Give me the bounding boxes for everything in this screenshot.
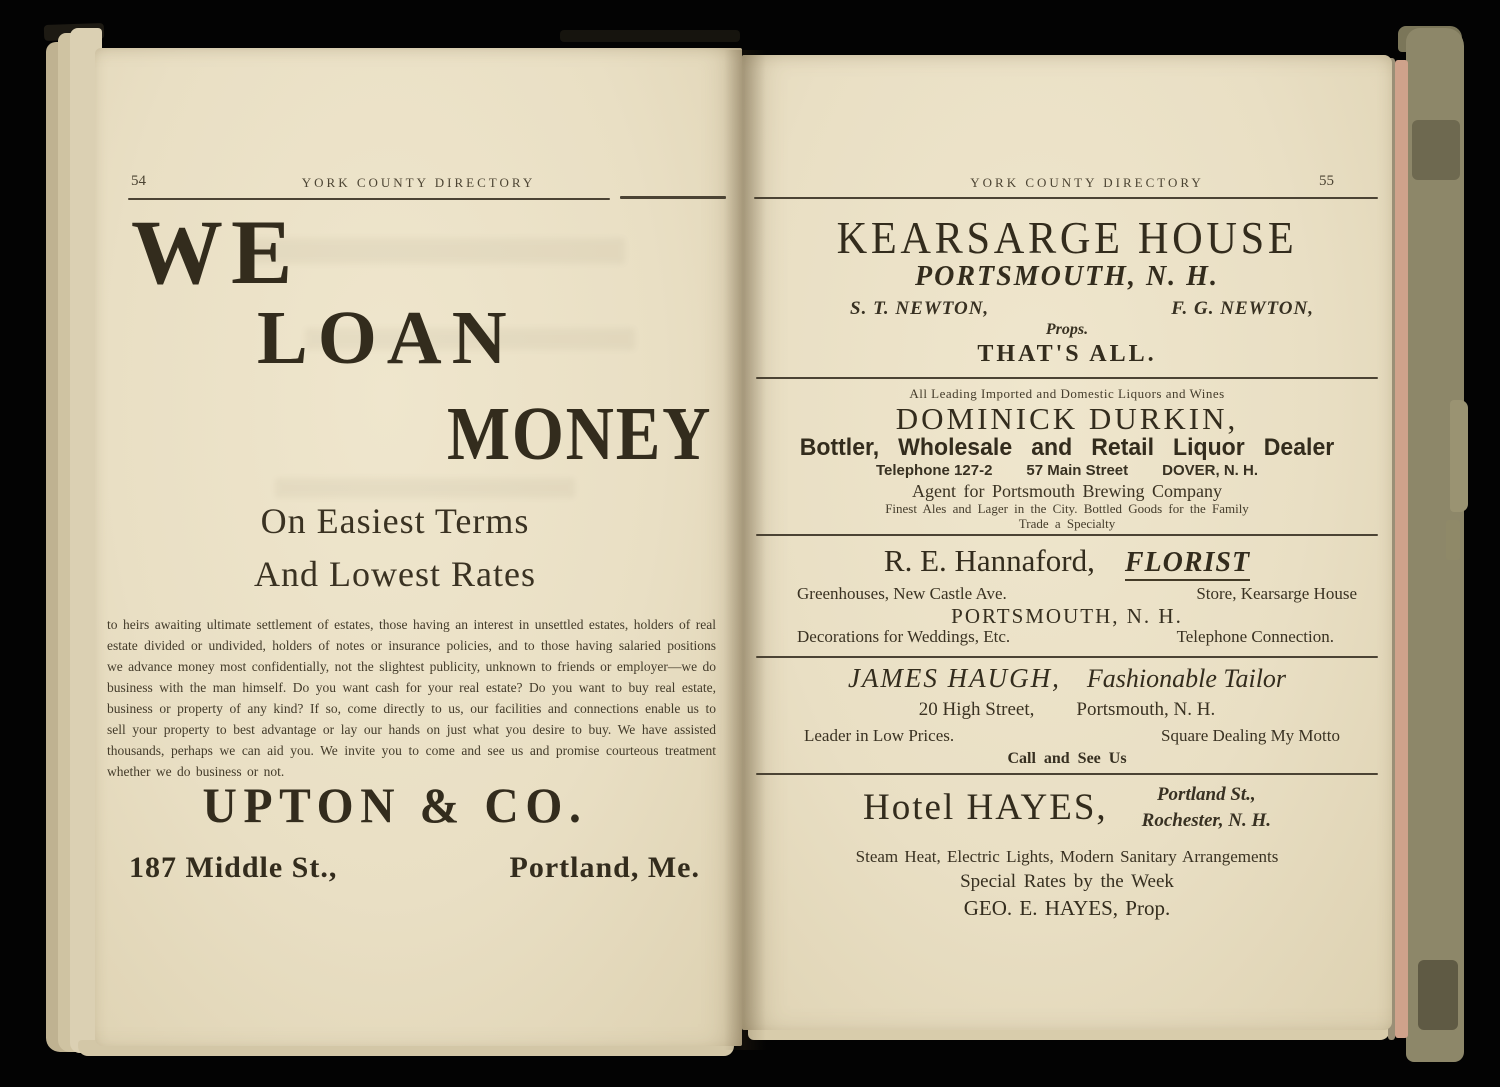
props-label: Props. — [1045, 321, 1089, 338]
city-address: Rochester, N. H. — [1141, 809, 1271, 831]
ad-haugh-title-row — [742, 663, 1392, 694]
ad-body-text: to heirs awaiting ultimate settlement of estates, those having an interest in unsettled estates, holders of real estate divided or undivided, holders of notes or insurance policies, and to those having salaried positions we advance money most confidentially, not the slightest publicity, unknown to friends or employer—we do business with the man himself. Do you want cash for your real estate? Do you want to buy real estate, business or property of any kind? If so, come directly to us, our facilities and connections enable us to sell your property to best advantage or lay our hands on just what you desire to buy. We have assisted thousands, perhaps we can aid you. We invite you to come and see us and promise courteous treatment whether we do business or not. — [107, 617, 716, 780]
agent-line: Agent for Portsmouth Brewing Company — [912, 481, 1222, 501]
motto-row — [804, 726, 1340, 746]
page-number: 55 — [1319, 173, 1334, 189]
ad-durkin-name: DOMINICK DURKIN, — [895, 401, 1239, 436]
header-rule-segment — [620, 196, 726, 199]
proprietor-left: S. T. NEWTON, — [850, 298, 990, 319]
book-gutter-shadow — [724, 50, 766, 1050]
street-address: 20 High Street, — [918, 699, 1035, 720]
ad-kearsarge-title: KEARSARGE HOUSE — [836, 212, 1298, 263]
header-rule — [754, 197, 1378, 199]
advertiser-name: UPTON & CO. — [202, 777, 588, 833]
locations-row — [797, 584, 1357, 604]
call-to-action: Call and See Us — [1007, 750, 1127, 767]
proprietors-row — [850, 298, 1314, 320]
city-address: Portsmouth, N. H. — [1076, 699, 1216, 720]
advertiser-role: FLORIST — [1125, 547, 1250, 581]
address-row — [742, 699, 1392, 721]
motto-left: Leader in Low Prices. — [804, 726, 955, 745]
header-rule — [128, 198, 610, 200]
amenities-line: Steam Heat, Electric Lights, Modern Sanitary Arrangements — [855, 847, 1279, 866]
note-line: Finest Ales and Lager in the City. Bottled Goods for the Family — [885, 501, 1249, 516]
city-address: DOVER, N. H. — [1162, 462, 1258, 479]
page-number: 54 — [131, 173, 146, 189]
proprietor-right: F. G. NEWTON, — [1171, 298, 1314, 319]
contact-row — [742, 462, 1392, 479]
street-address: 187 Middle St., — [129, 851, 338, 884]
ad-kearsarge-city: PORTSMOUTH, N. H. — [915, 261, 1219, 292]
show-through — [275, 478, 575, 498]
street-address: 57 Main Street — [1026, 462, 1129, 479]
telephone-text: Telephone Connection. — [1176, 627, 1334, 646]
running-header: YORK COUNTY DIRECTORY — [970, 175, 1204, 190]
advertiser-name — [863, 786, 1108, 829]
running-header: YORK COUNTY DIRECTORY — [301, 175, 536, 190]
section-rule — [756, 534, 1378, 536]
hotel-address — [1142, 782, 1271, 833]
page-54 — [95, 48, 742, 1046]
proprietor-line: GEO. E. HAYES, Prop. — [963, 896, 1171, 920]
show-through — [245, 238, 625, 264]
cover-torn-tab — [1450, 400, 1468, 512]
services-row — [797, 627, 1334, 647]
cover-worn-patch — [1418, 960, 1458, 1030]
advertiser-name: R. E. Hannaford, — [883, 543, 1095, 578]
section-rule — [756, 377, 1378, 379]
page-55 — [742, 55, 1392, 1030]
advertiser-role: Fashionable Tailor — [1086, 664, 1287, 693]
store-location: Store, Kearsarge House — [1196, 584, 1357, 603]
street-address: Portland St., — [1156, 784, 1256, 805]
page-top-edge-shadow — [560, 30, 740, 42]
ad-durkin-lead: All Leading Imported and Domestic Liquors and Wines — [909, 386, 1225, 401]
address-row — [129, 851, 700, 885]
ad-subline: And Lowest Rates — [254, 554, 536, 594]
ad-headline-loan: LOAN — [257, 296, 517, 380]
city-line: PORTSMOUTH, N. H. — [951, 604, 1183, 628]
services-text: Decorations for Weddings, Etc. — [797, 627, 1011, 646]
page-edge-pink-stain — [1395, 60, 1408, 1038]
motto-right: Square Dealing My Motto — [1161, 726, 1340, 745]
hotel-word: Hotel — [863, 787, 956, 829]
rates-line: Special Rates by the Week — [960, 871, 1174, 892]
hayes-word: HAYES, — [966, 787, 1108, 829]
section-rule — [756, 656, 1378, 658]
cover-torn-tab — [1446, 520, 1460, 560]
ad-headline-we: WE — [131, 201, 301, 303]
advertiser-name: JAMES HAUGH, — [847, 663, 1061, 693]
section-rule — [756, 773, 1378, 775]
note-line: Trade a Specialty — [1018, 516, 1116, 531]
ad-durkin-role: Bottler, Wholesale and Retail Liquor Dealer — [799, 434, 1335, 461]
cover-worn-patch — [1412, 120, 1460, 180]
ad-hannaford-title-row — [742, 543, 1392, 581]
telephone-number: Telephone 127-2 — [875, 462, 993, 479]
ad-headline-money: MONEY — [447, 392, 713, 476]
greenhouses-location: Greenhouses, New Castle Ave. — [797, 584, 1007, 603]
ad-subline: On Easiest Terms — [260, 501, 530, 541]
ad-hayes-title-row — [742, 782, 1392, 833]
city-address: Portland, Me. — [509, 851, 700, 884]
ad-kearsarge-tagline: THAT'S ALL. — [977, 341, 1157, 367]
